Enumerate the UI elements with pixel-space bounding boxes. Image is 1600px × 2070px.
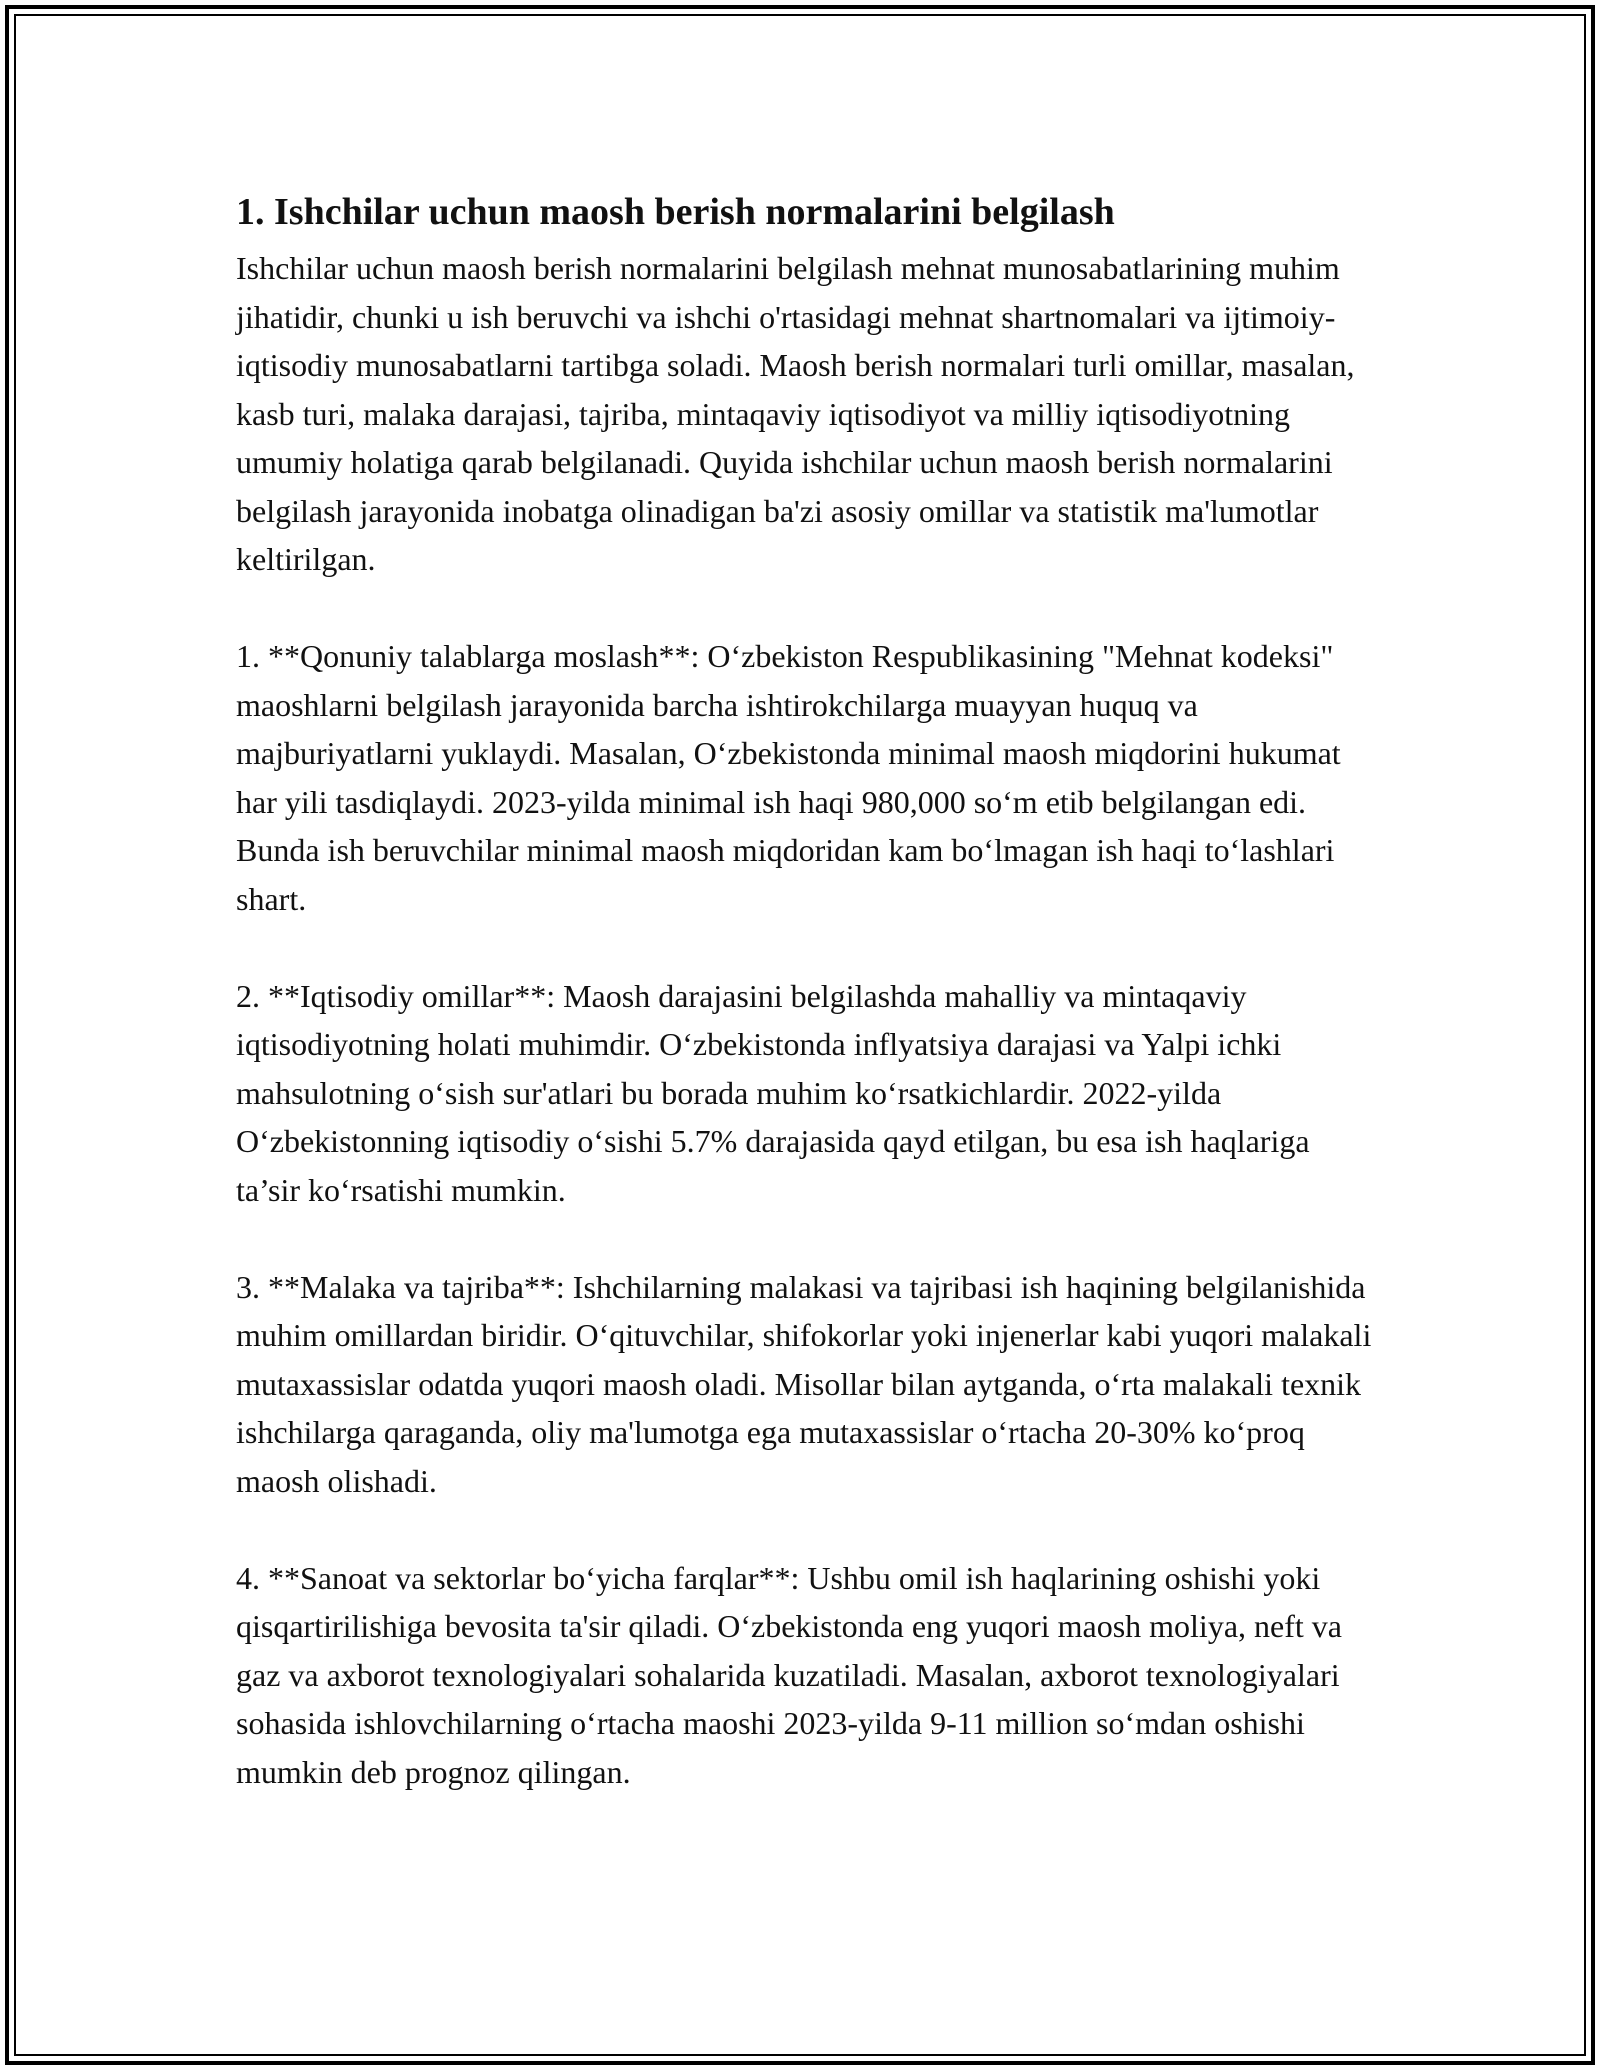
paragraph-economic-factors: 2. **Iqtisodiy omillar**: Maosh darajasini belgilashda mahalliy va mintaqaviy iqtisodiyotning holati muhimdir. O‘zbekistonda inflyatsiya darajasi va Yalpi ichki mahsulotning o‘sish sur'atlari bu borada muhim ko‘rsatkichlardir. 2022-yilda O‘zbekistonning iqtisodiy o‘sishi 5.7% darajasida qayd etilgan, bu esa ish haqlariga ta’sir ko‘rsatishi mumkin. [236,977,1310,1208]
paragraph-legal-requirements: 1. **Qonuniy talablarga moslash**: O‘zbekiston Respublikasining "Mehnat kodeksi" maoshlarni belgilash jarayonida barcha ishtirokchilarga muayyan huquq va majburiyatlarni yuklaydi. Masalan, O‘zbekistonda minimal maosh miqdorini hukumat har yili tasdiqlaydi. 2023-yilda minimal ish haqi 980,000 so‘m etib belgilangan edi. Bunda ish beruvchilar minimal maosh miqdoridan kam bo‘lmagan ish haqi to‘lashlari shart. [236,638,1341,917]
paragraph-qualification-experience: 3. **Malaka va tajriba**: Ishchilarning malakasi va tajribasi ish haqining belgilanishida muhim omillardan biridir. O‘qituvchilar, shifokorlar yoki injenerlar kabi yuqori malakali mutaxassislar odatda yuqori maosh oladi. Misollar bilan aytganda, o‘rta malakali texnik ishchilarga qaraganda, oliy ma'lumotga ega mutaxassislar o‘rtacha 20-30% ko‘proq maosh olishadi. [236,1268,1372,1499]
document-title: 1. Ishchilar uchun maosh berish normalarini belgilash [236,191,1115,233]
paragraph-industry-differences: 4. **Sanoat va sektorlar bo‘yicha farqlar**: Ushbu omil ish haqlarining oshishi yoki qisqartirilishiga bevosita ta'sir qiladi. O‘zbekistonda eng yuqori maosh moliya, neft va gaz va axborot texnologiyalari sohalarida kuzatiladi. Masalan, axborot texnologiyalari sohasida ishlovchilarning o‘rtacha maoshi 2023-yilda 9-11 million so‘mdan oshishi mumkin deb prognoz qilingan. [236,1559,1342,1790]
intro-paragraph: Ishchilar uchun maosh berish normalarini belgilash mehnat munosabatlarining muhim jihatidir, chunki u ish beruvchi va ishchi o'rtasidagi mehnat shartnomalari va ijtimoiy-iqtisodiy munosabatlarni tartibga soladi. Maosh berish normalari turli omillar, masalan, kasb turi, malaka darajasi, tajriba, mintaqaviy iqtisodiyot va milliy iqtisodiyotning umumiy holatiga qarab belgilanadi. Quyida ishchilar uchun maosh berish normalarini belgilash jarayonida inobatga olinadigan ba'zi asosiy omillar va statistik ma'lumotlar keltirilgan. [236,250,1355,577]
document-body [236,188,1376,1796]
